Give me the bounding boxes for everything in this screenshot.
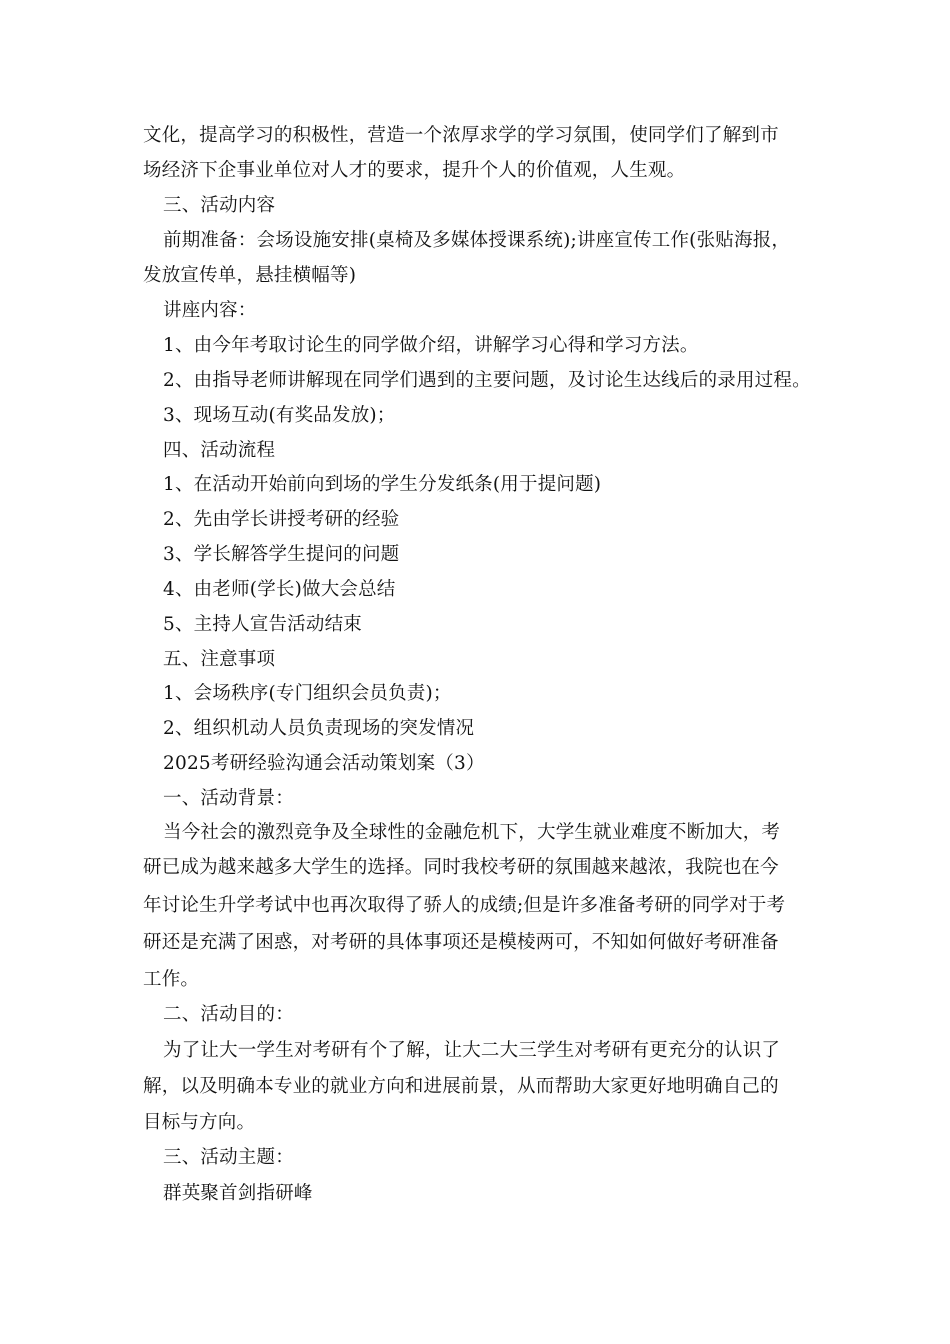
list-item: 2、由指导老师讲解现在同学们遇到的主要问题，及讨论生达线后的录用过程。: [163, 370, 811, 391]
body-text-line: 工作。: [143, 969, 200, 990]
body-text-line: 研还是充满了困惑，对考研的具体事项还是模棱两可，不知如何做好考研准备: [143, 932, 779, 953]
body-text-line: 群英聚首剑指研峰: [163, 1183, 313, 1204]
body-text-line: 发放宣传单，悬挂横幅等): [143, 265, 357, 286]
subheading: 讲座内容：: [163, 300, 257, 321]
section-heading: 二、活动目的：: [163, 1004, 294, 1025]
body-text-line: 场经济下企事业单位对人才的要求，提升个人的价值观，人生观。: [143, 160, 686, 181]
body-text-line: 文化，提高学习的积极性，营造一个浓厚求学的学习氛围，使同学们了解到市: [143, 125, 779, 146]
body-text-line: 解，以及明确本专业的就业方向和进展前景，从而帮助大家更好地明确自己的: [143, 1076, 779, 1097]
section-heading: 五、注意事项: [163, 649, 276, 670]
list-item: 2、组织机动人员负责现场的突发情况: [163, 718, 475, 739]
body-text-line: 研已成为越来越多大学生的选择。同时我校考研的氛围越来越浓，我院也在今: [143, 857, 779, 878]
list-item: 2、先由学长讲授考研的经验: [163, 509, 400, 530]
section-heading: 三、活动主题：: [163, 1147, 294, 1168]
document-title: 2025考研经验沟通会活动策划案（3）: [163, 753, 485, 774]
list-item: 4、由老师(学长)做大会总结: [163, 579, 396, 600]
body-text-line: 年讨论生升学考试中也再次取得了骄人的成绩;但是许多准备考研的同学对于考: [143, 895, 786, 916]
section-heading: 三、活动内容: [163, 195, 276, 216]
list-item: 3、现场互动(有奖品发放)；: [163, 405, 396, 426]
list-item: 3、学长解答学生提问的问题: [163, 544, 400, 565]
list-item: 1、会场秩序(专门组织会员负责)；: [163, 683, 452, 704]
section-heading: 四、活动流程: [163, 440, 276, 461]
section-heading: 一、活动背景：: [163, 788, 294, 809]
body-text-line: 目标与方向。: [143, 1112, 256, 1133]
body-text-line: 当今社会的激烈竞争及全球性的金融危机下，大学生就业难度不断加大，考: [163, 822, 781, 843]
list-item: 1、由今年考取讨论生的同学做介绍，讲解学习心得和学习方法。: [163, 335, 699, 356]
body-text-line: 为了让大一学生对考研有个了解，让大二大三学生对考研有更充分的认识了: [163, 1040, 781, 1061]
list-item: 5、主持人宣告活动结束: [163, 614, 362, 635]
body-text-line: 前期准备：会场设施安排(桌椅及多媒体授课系统);讲座宣传工作(张贴海报，: [163, 230, 791, 251]
list-item: 1、在活动开始前向到场的学生分发纸条(用于提问题): [163, 474, 602, 495]
